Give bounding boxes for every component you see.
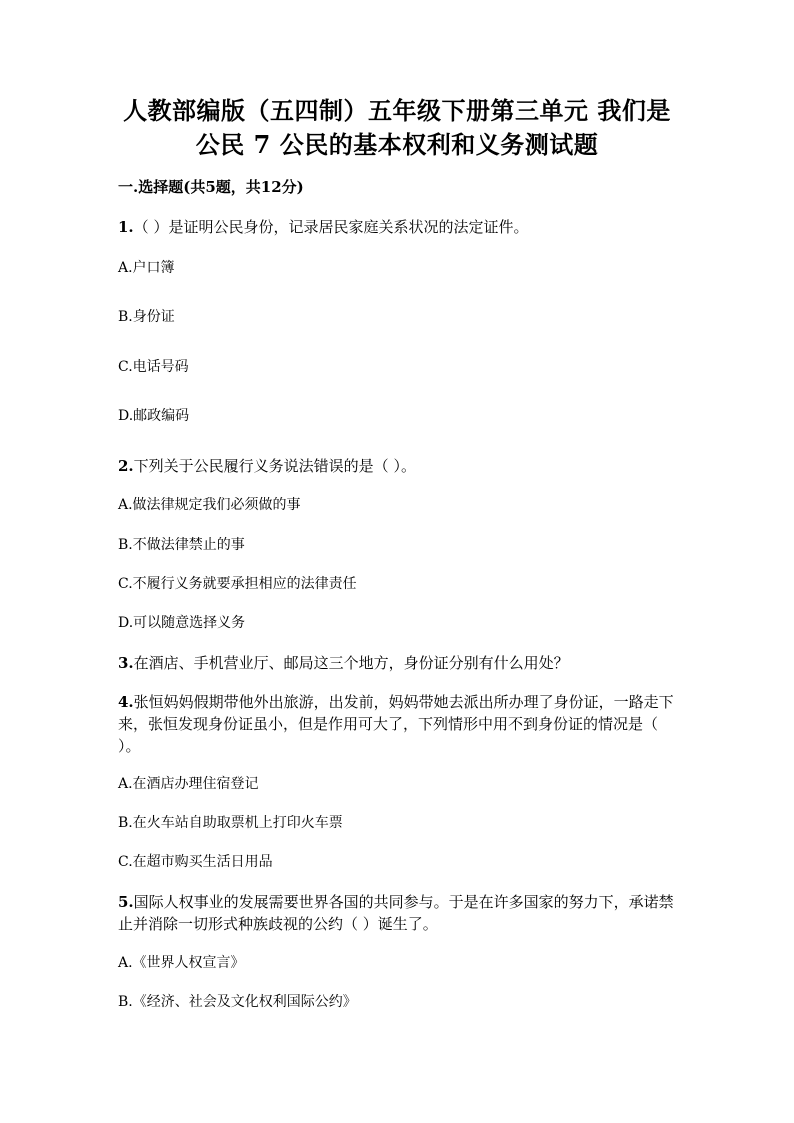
question-text: 张恒妈妈假期带他外出旅游，出发前，妈妈带她去派出所办理了身份证，一路走下来，张恒发现身份证虽小，但是作用可大了，下列情形中用不到身份证的情况是（ ）。: [118, 693, 674, 755]
question-2-option-b: B.不做法律禁止的事: [118, 537, 245, 553]
question-1: [118, 216, 678, 238]
question-text: 国际人权事业的发展需要世界各国的共同参与。于是在许多国家的努力下，承诺禁止并消除一切形式种族歧视的公约（ ）诞生了。: [118, 893, 674, 933]
question-2: [118, 455, 678, 477]
question-1-option-a: A.户口簿: [118, 260, 175, 276]
question-2-option-a: A.做法律规定我们必须做的事: [118, 497, 301, 513]
question-text: （ ）是证明公民身份，记录居民家庭关系状况的法定证件。: [133, 218, 529, 236]
question-4-option-c: C.在超市购买生活日用品: [118, 854, 273, 870]
question-1-option-d: D.邮政编码: [118, 408, 190, 424]
question-2-option-d: D.可以随意选择义务: [118, 615, 246, 631]
page-title-line-1: 人教部编版（五四制）五年级下册第三单元 我们是: [123, 96, 671, 125]
question-5-option-a: A.《世界人权宣言》: [118, 955, 245, 971]
question-number: 3.: [118, 654, 134, 672]
question-4-option-b: B.在火车站自助取票机上打印火车票: [118, 815, 343, 831]
question-number: 4.: [118, 693, 134, 711]
question-4: [118, 691, 678, 757]
question-4-option-a: A.在酒店办理住宿登记: [118, 776, 259, 792]
section-heading: 一.选择题(共5题，共12分): [118, 178, 304, 196]
question-text: 下列关于公民履行义务说法错误的是（ ）。: [133, 457, 416, 475]
question-number: 1.: [118, 218, 134, 236]
question-number: 2.: [118, 457, 134, 475]
question-5: [118, 891, 678, 935]
question-1-option-b: B.身份证: [118, 309, 175, 325]
question-text: 在酒店、手机营业厅、邮局这三个地方，身份证分别有什么用处？: [133, 654, 569, 672]
question-number: 5.: [118, 893, 134, 911]
question-5-option-b: B.《经济、社会及文化权利国际公约》: [118, 994, 357, 1010]
question-1-option-c: C.电话号码: [118, 359, 189, 375]
question-2-option-c: C.不履行义务就要承担相应的法律责任: [118, 576, 357, 592]
question-3: [118, 652, 678, 674]
page-title-line-2: 公民 7 公民的基本权利和义务测试题: [195, 130, 599, 159]
